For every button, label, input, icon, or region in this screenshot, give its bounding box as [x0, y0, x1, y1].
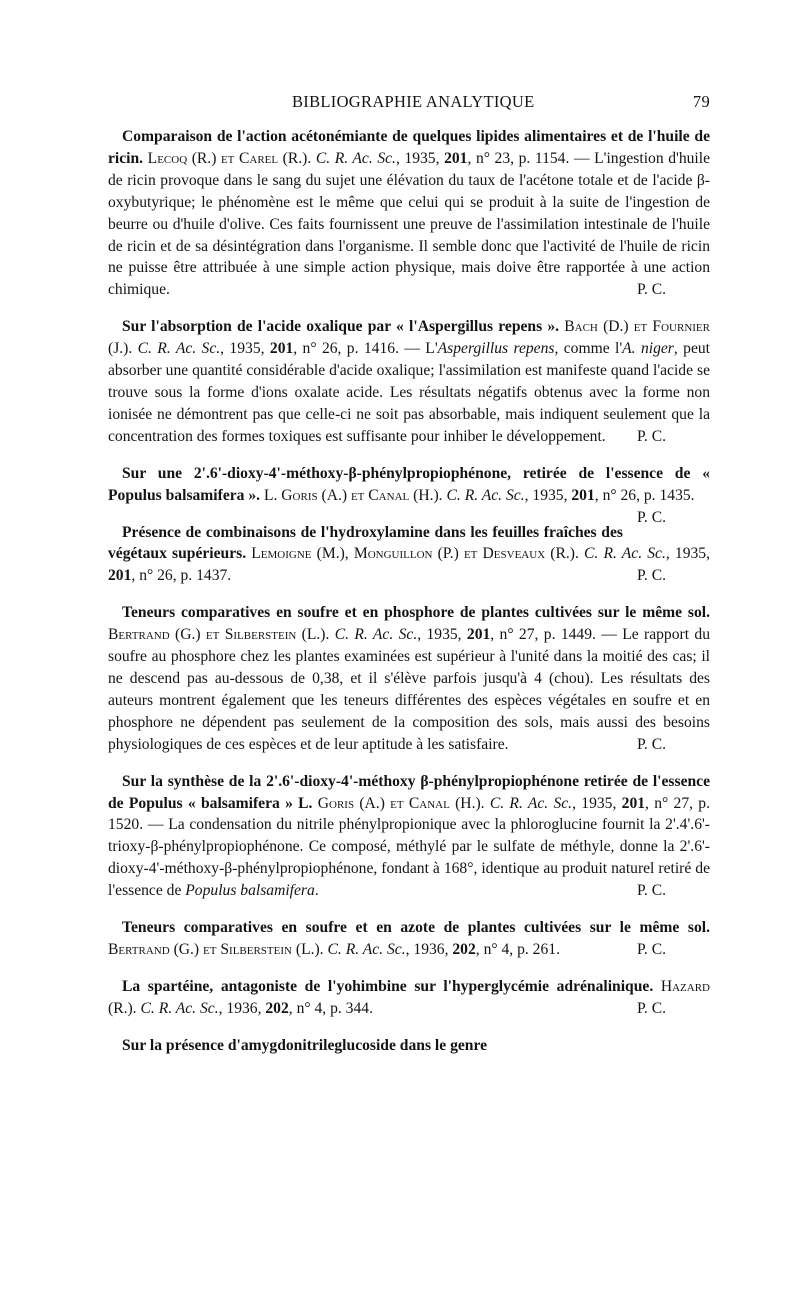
entry-journal: C. R. Ac. Sc. [136, 999, 219, 1017]
abstract-entry [108, 917, 710, 961]
entry-volume: 201 [108, 567, 132, 585]
entry-ref: , n° 4, p. 261. [475, 940, 560, 958]
entry-signature: P. C. [636, 735, 666, 753]
abstract-entry [108, 602, 710, 755]
trailing-entry-title: Sur la présence d'amygdonitrileglucoside dans le genre [122, 1037, 488, 1055]
entry-ref: , n° 26, p. 1416. [293, 340, 399, 358]
entry-title: ». [542, 318, 560, 336]
entry-ref: , n° 26, p. 1437. [131, 567, 232, 585]
entry-species: A. niger [622, 340, 674, 358]
entry-authors: Hazard (R.). [108, 977, 710, 1017]
entry-text: . [314, 882, 319, 900]
entry-species: Aspergillus repens [437, 340, 555, 358]
entry-title: La spartéine, antagoniste de l'yohimbine sur l'hyperglycémie adrénalinique. [122, 977, 654, 995]
entry-ref: , 1935, [572, 794, 622, 812]
page-number: 79 [692, 92, 710, 111]
entry-title: Comparaison de l'action acétonémiante de quelques lipides alimentaires et de l'huile de ricin. [108, 128, 710, 167]
entry-signature: P. C. [636, 940, 666, 958]
entry-volume: 201 [444, 149, 468, 167]
entry-ref: , n° 4, p. 344. [288, 999, 373, 1017]
entry-volume: 201 [466, 626, 491, 644]
entry-signature: P. C. [636, 427, 666, 445]
entry-text: — La condensation du nitrile phénylpropionique avec la phloroglucine fournit la 2'.4'.6'-trioxy-β-phénylpropiophénone. Ce composé, méthylé par le sulfate de méthyle, donne la 2'.6'-dioxy-4'-méthoxy-β-phénylpropiophénone, fondant à 168°, identique au produit naturel retiré de l'essence de [108, 816, 710, 900]
entry-ref: , 1935, [524, 486, 572, 504]
entry-ref: , 1935, [220, 340, 270, 358]
entry-authors: Lecoq (R.) et Carel (R.). [143, 149, 312, 167]
entry-title: Sur la synthèse de la 2'.6'-dioxy-4'-méthoxy β-phénylpropiophénone retirée de l'essence de Populus « balsamifera » L. [108, 772, 710, 812]
entry-journal: C. R. Ac. Sc. [311, 149, 396, 167]
abstract-entry [108, 976, 710, 1020]
entry-authors: Goris (A.) et Canal (H.). [312, 794, 485, 812]
entry-text: — Le rapport du soufre au phosphore chez les plantes examinées est supérieur à l'unité dans la moitié des cas; il ne descend pas au-dessous de 0,38, et il s'élève parfois jusqu'à 4 (chou). Les résultats des auteurs montrent également que les teneurs différentes des espèces végétales en soufre et en phosphore ne dépendent pas seulement de la composition des sols, mais aussi des besoins physiologiques de ces espèces et de leur aptitude à les satisfaire. [108, 626, 710, 753]
entry-title: Sur l'absorption de l'acide oxalique par « l' [122, 318, 418, 336]
entry-text: — L' [398, 340, 438, 358]
entry-journal: C. R. Ac. Sc. [484, 794, 573, 812]
abstract-entry [108, 316, 710, 447]
entry-volume: 201 [269, 340, 294, 358]
entry-ref: , 1935, [395, 149, 445, 167]
entry-volume: 201 [571, 486, 595, 504]
entry-species: Populus balsamifera [185, 882, 315, 900]
entry-volume: 201 [621, 794, 646, 812]
entry-authors: L. Goris (A.) et Canal (H.). [260, 486, 443, 504]
entry-ref: , n° 27, p. 1520. [108, 794, 710, 834]
entry-volume: 202 [265, 999, 289, 1017]
entry-authors: Bertrand (G.) et Silberstein (L.). [108, 940, 324, 958]
entry-title: Sur une 2'.6'-dioxy-4'-méthoxy-β-phénylpropiophénone, retirée de l'essence de « Populus balsamifera ». [108, 464, 710, 504]
abstract-entry [108, 126, 710, 301]
entry-authors: Bach (D.) et Fournier (J.). [108, 318, 710, 358]
entry-authors: Bertrand (G.) et Silberstein (L.). [108, 626, 330, 644]
entry-text: , comme l' [554, 340, 623, 358]
entry-ref: , 1936, [405, 940, 453, 958]
entry-journal: C. R. Ac. Sc. [132, 340, 221, 358]
entry-ref: , n° 26, p. 1435. [594, 486, 695, 504]
entry-ref: , 1935, [665, 545, 710, 563]
entry-signature: P. C. [636, 281, 666, 299]
entry-journal: C. R. Ac. Sc. [442, 486, 525, 504]
entry-title: Teneurs comparatives en soufre et en azote de plantes cultivées sur le même sol. [122, 919, 710, 937]
abstract-entry [108, 771, 710, 902]
entry-ref: , n° 27, p. 1449. [490, 626, 596, 644]
entry-ref: , n° 23, p. 1154. [467, 149, 570, 167]
entry-signature: P. C. [636, 508, 666, 526]
entry-signature: P. C. [636, 999, 666, 1017]
entry-ref: , 1936, [218, 999, 266, 1017]
entry-title: Teneurs comparatives en soufre et en phosphore de plantes cultivées sur le même sol. [122, 604, 710, 622]
entry-signature: P. C. [636, 882, 666, 900]
entry-ref: , 1935, [417, 626, 467, 644]
abstracts-body [108, 126, 710, 1073]
entry-journal: C. R. Ac. Sc. [323, 940, 406, 958]
entry-signature: P. C. [636, 567, 666, 585]
entry-volume: 202 [452, 940, 476, 958]
entry-title-species: Aspergillus repens [417, 318, 543, 336]
entry-text: — L'ingestion d'huile de ricin provoque dans le sang du sujet une élévation du taux de l'acétone totale et de l'acide β-oxybutyrique; le phénomène est le même que celui qui se produit à la suite de l'ingestion de beurre ou d'huile d'olive. Ces faits fournissent une preuve de l'assimilation intestinale de l'huile de ricin et de sa désintégration dans l'organisme. Il semble donc que l'activité de l'huile de ricin ne puisse être attribuée à une simple action physique, mais doive être rapportée à une action chimique. [108, 149, 710, 299]
abstract-entry [108, 522, 710, 588]
entry-journal: C. R. Ac. Sc. [329, 626, 418, 644]
entry-text: , peut absorber une quantité considérable d'acide oxalique; l'assimilation est manifeste quand l'acide se trouve sous la forme d'ions oxalate acide. Les résultats négatifs obtenus avec la forme non ionisée ne démontrent pas que celle-ci ne soit pas absorbable, mais indiquent seulement que la concentration des formes toxiques est suffisante pour inhiber le développement. [108, 340, 710, 445]
running-head-title: BIBLIOGRAPHIE ANALYTIQUE [292, 92, 535, 111]
entry-title: Présence de combinaisons de l'hydroxylamine dans les feuilles fraîches des végétaux supérieurs. [108, 523, 623, 563]
entry-authors: Lemoigne (M.), Monguillon (P.) et Desveaux (R.). [246, 545, 579, 563]
abstract-entry [108, 463, 710, 526]
entry-journal: C. R. Ac. Sc. [578, 545, 666, 563]
